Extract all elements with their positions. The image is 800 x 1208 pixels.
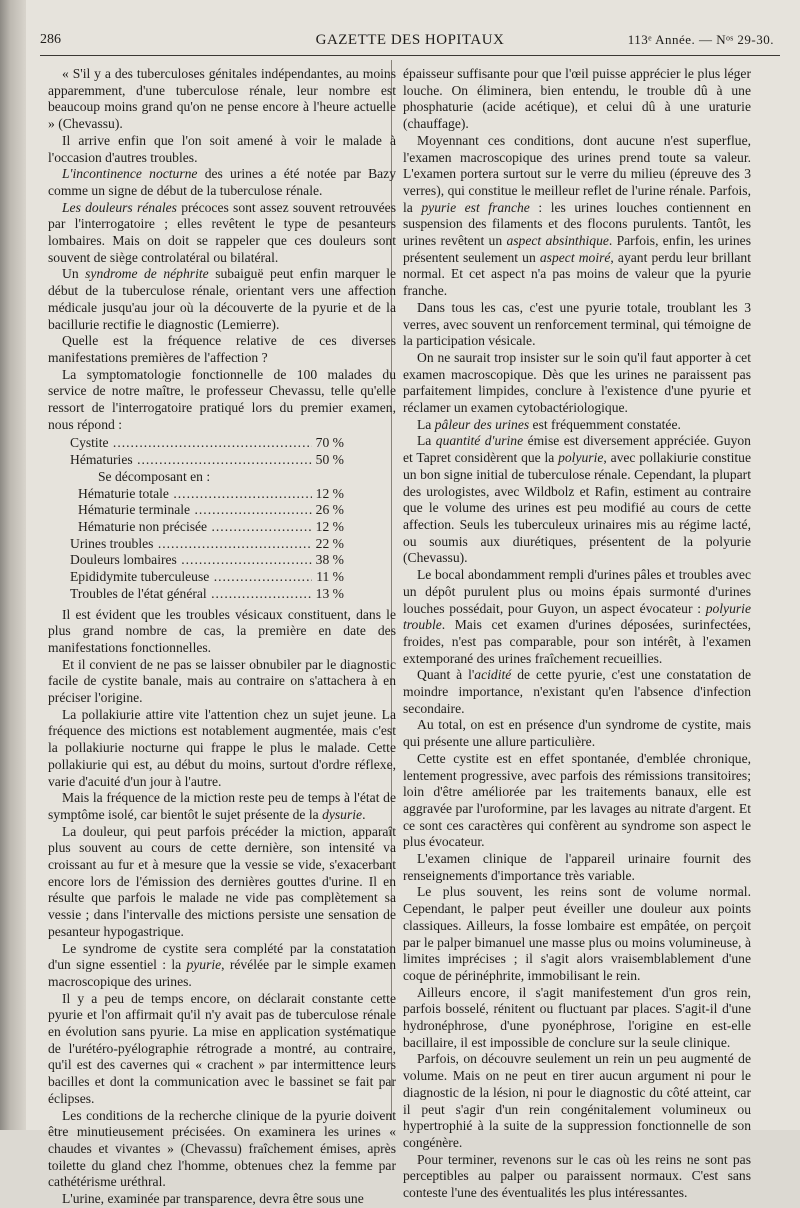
paragraph: Dans tous les cas, c'est une pyurie totale, troublant les 3 verres, avec souvent un renforcement terminal, qui témoigne de la participation vésicale. bbox=[403, 299, 751, 349]
paragraph: Pour terminer, revenons sur le cas où les reins ne sont pas perceptibles au palper ou paraissent normaux. C'est sans conteste l'une des éventualités les plus intéressantes. bbox=[403, 1151, 751, 1201]
page-binding-edge bbox=[0, 0, 26, 1130]
paragraph: épaisseur suffisante pour que l'œil puisse apprécier le plus léger louche. On éliminera, bien entendu, le trouble dû à une phosphaturie (acide acétique), et celui dû à une uraturie (chauffage). bbox=[403, 66, 751, 132]
paragraph: Parfois, on découvre seulement un rein un peu augmenté de volume. Mais on ne peut en tirer aucun argument ni pour le diagnostic de la lésion, ni pour le diagnostic du côté atteint, car il peut s'agir d'un rein congénitalement volumineux ou hypertrophié à la suite de la suppression fonctionnelle de son congénère. bbox=[403, 1051, 751, 1150]
emphasis: L'incontinence nocturne bbox=[62, 166, 198, 182]
emphasis: polyurie bbox=[558, 450, 604, 466]
page-header bbox=[40, 24, 780, 54]
emphasis: quantité d'urine bbox=[435, 433, 524, 449]
paragraph: Le syndrome de cystite sera complété par la constatation d'un signe essentiel : la pyurie, révélée par le simple examen macroscopique des urines. bbox=[48, 940, 396, 989]
header-rule bbox=[40, 55, 780, 56]
emphasis: polyurie trouble bbox=[403, 600, 751, 633]
emphasis: syndrome de néphrite bbox=[85, 266, 209, 282]
stat-row: Douleurs lombaires ..... 38 % bbox=[48, 552, 344, 569]
paragraph: La quantité d'urine émise est diversement appréciée. Guyon et Tapret considèrent que la polyurie, avec pollakiurie constitue un bon signe initial de tuberculose rénale. Cependant, la plupart des urologistes, avec Wildbolz et Rafin, estiment au contraire que le volume des urines est peu modifié au cours de cette affection. Seuls les tuberculeux urinaires mis au régime lacté, ou soumis aux diurétiques, présentent de la polyurie (Chevassu). bbox=[403, 433, 751, 566]
paragraph: L'incontinence nocturne des urines a été notée par Bazy comme un signe de début de la tuberculose rénale. bbox=[48, 166, 396, 198]
paragraph: Un syndrome de néphrite subaiguë peut enfin marquer le début de la tuberculose rénale, orientant vers une affection médicale jusqu'au jour où la découverte de la pyurie et de la bacillurie rectifie le diagnostic (Lemierre). bbox=[48, 266, 397, 332]
issue-info: 113ᵉ Année. — Nᵒˢ 29-30. bbox=[627, 32, 774, 47]
stat-row: Hématurie non précisée ..... 12 % bbox=[48, 519, 344, 536]
emphasis: aspect moiré bbox=[539, 249, 611, 265]
symptom-statistics bbox=[48, 435, 396, 602]
left-column bbox=[48, 66, 396, 1208]
paragraph: Et il convient de ne pas se laisser obnubiler par le diagnostic facile de cystite banale, mais au contraire on s'attachera à en préciser l'origine. bbox=[48, 656, 396, 706]
page-number: 286 bbox=[40, 32, 61, 47]
journal-title: GAZETTE DES HOPITAUX bbox=[315, 32, 505, 48]
emphasis: dysurie bbox=[322, 806, 363, 822]
paragraph: La symptomatologie fonctionnelle de 100 malades du service de notre maître, le professeur Chevassu, telle qu'elle ressort de l'interrogatoire pratiqué lors du premier examen, nous répond : bbox=[48, 366, 396, 432]
paragraph: Moyennant ces conditions, dont aucune n'est superflue, l'examen macroscopique des urines prend toute sa valeur. L'examen portera surtout sur le verre du milieu (épreuve des 3 verres), qui constitue le meilleur reflet de l'urine rénale. Parfois, la pyurie est franche : les urines louches contiennent en suspension des filaments et des flocons purulents. Tantôt, les urines revêtent un aspect absinthique. Parfois, enfin, les urines présentent seulement un aspect moiré, ayant perdu leur brillant normal. Et cet aspect n'a pas moins de valeur que la pyurie franche. bbox=[403, 132, 752, 299]
paragraph: Les conditions de la recherche clinique de la pyurie doivent être minutieusement précisées. On examinera les urines « chaudes et vivantes » (Chevassu) fraîchement émises, après toilette du gland chez l'homme, obtenues chez la femme par cathétérisme uréthral. bbox=[48, 1107, 396, 1190]
paragraph: Quant à l'acidité de cette pyurie, c'est une constatation de moindre importance, n'existant qu'en l'absence d'infection secondaire. bbox=[403, 667, 751, 716]
paragraph: La pollakiurie attire vite l'attention chez un sujet jeune. La fréquence des mictions est notablement augmentée, mais c'est la pollakiurie nocturne qui frappe le plus le malade. Cette pollakiurie qui est, au début du moins, surtout d'ordre réflexe, varie d'acuité d'un jour à l'autre. bbox=[48, 706, 396, 789]
paragraph: Il y a peu de temps encore, on déclarait constante cette pyurie et l'on affirmait qu'il n'y avait pas de tuberculose rénale en évolution sans pyurie. La mise en application systématique de l'urétéro-pyélographie rétrograde a montré, au contraire, qu'il est des cavernes qui « crachent » par intermittence leurs bacilles et dont la communication avec le bassinet se fait par éclipses. bbox=[48, 990, 396, 1106]
stat-subheading: Se décomposant en : bbox=[98, 468, 211, 484]
emphasis: aspect absinthique bbox=[506, 233, 609, 249]
emphasis: pyurie est franche bbox=[421, 199, 530, 215]
paragraph: L'urine, examinée par transparence, devra être sous une bbox=[62, 1191, 364, 1207]
emphasis: pâleur des urines bbox=[434, 416, 530, 432]
emphasis: Les douleurs rénales bbox=[62, 199, 177, 215]
stat-row: Urines troubles ..... 22 % bbox=[48, 536, 344, 553]
paragraph: « S'il y a des tuberculoses génitales indépendantes, au moins apparemment, d'une tuberculose rénale, leur nombre est beaucoup moins grand qu'on ne pense encore à l'heure actuelle » (Chevassu). bbox=[48, 66, 396, 132]
paragraph: Quelle est la fréquence relative de ces diverses manifestations premières de l'affection ? bbox=[48, 333, 396, 365]
paragraph: L'examen clinique de l'appareil urinaire fournit des renseignements d'importance très variable. bbox=[403, 851, 751, 883]
paragraph: Ailleurs encore, il s'agit manifestement d'un gros rein, parfois bosselé, rénitent ou fluctuant par places. S'agit-il d'une hydronéphrose, d'une pyonéphrose, l'origine en est-elle bacillaire, il est impossible de conclure sur la seule clinique. bbox=[403, 984, 751, 1050]
paragraph: Les douleurs rénales précoces sont assez souvent retrouvées par l'interrogatoire ; elles revêtent le type de pesanteurs lombaires. Mais on doit se rappeler que ces douleurs sont souvent de siège controlatéral ou bilatéral. bbox=[48, 199, 397, 265]
emphasis: acidité bbox=[474, 667, 512, 683]
paragraph: Mais la fréquence de la miction reste peu de temps à l'état de symptôme isolé, car bientôt le sujet présente de la dysurie. bbox=[48, 790, 396, 822]
stat-row: Hématurie terminale ..... 26 % bbox=[48, 502, 344, 519]
stat-row: Hématuries ..... 50 % bbox=[48, 452, 344, 469]
paragraph: Le plus souvent, les reins sont de volume normal. Cependant, le palper peut éveiller une douleur aux points classiques. Ailleurs, la fosse lombaire est empâtée, on perçoit par le palper bimanuel une masse plus ou moins volumineuse, à limites imprécises ; il s'agit alors vraisemblablement d'une coque de périnéphrite, immobilisant le rein. bbox=[403, 884, 751, 983]
paragraph: Cette cystite est en effet spontanée, d'emblée chronique, lentement progressive, avec parfois des rémissions transitoires; loin d'être améliorée par les traitements banaux, elle est aggravée par l'uroformine, par les lavages au nitrate d'argent. Et ce sont ces caractères qui confèrent au syndrome son aspect le plus évocateur. bbox=[403, 750, 751, 850]
stat-row: Hématurie totale ..... 12 % bbox=[48, 486, 344, 503]
stat-row: Cystite ..... 70 % bbox=[48, 435, 344, 452]
right-column bbox=[403, 66, 751, 1202]
paragraph: La pâleur des urines est fréquemment constatée. bbox=[417, 416, 681, 432]
paragraph: Au total, on est en présence d'un syndrome de cystite, mais qui présente une allure particulière. bbox=[403, 717, 751, 750]
emphasis: pyurie bbox=[186, 957, 222, 973]
paragraph: La douleur, qui peut parfois précéder la miction, apparaît plus souvent au cours de cette dernière, son intensité va croissant au fur et à mesure que la vessie se vide, s'exacerbant encore lors de l'émission des dernières gouttes d'urine. Il en résulte que parfois le malade ne vide pas complètement sa vessie ; dans l'intervalle des mictions persiste une sensation de pesanteur hypogastrique. bbox=[48, 823, 396, 939]
paragraph: Il arrive enfin que l'on soit amené à voir le malade à l'occasion d'autres troubles. bbox=[48, 132, 396, 165]
paragraph: Il est évident que les troubles vésicaux constituent, dans le plus grand nombre de cas, la première en date des manifestations fonctionnelles. bbox=[48, 606, 396, 655]
stat-row: Troubles de l'état général ..... 13 % bbox=[48, 586, 344, 603]
paragraph: Le bocal abondamment rempli d'urines pâles et troubles avec un dépôt purulent plus ou moins épais surmonté d'urines louches possédait, pour Guyon, un aspect évocateur : polyurie trouble. Mais cet examen d'urines déposées, surinfectées, froides, n'est pas comparable, pour son intérêt, à l'examen extemporané des urines fraîchement recueillies. bbox=[403, 567, 751, 666]
paragraph: On ne saurait trop insister sur le soin qu'il faut apporter à cet examen macroscopique. Dès que les urines ne paraissent pas parfaitement limpides, conclure à l'existence d'une pyurie et réclamer un examen cytobactériologique. bbox=[403, 349, 751, 416]
stat-row: Epididymite tuberculeuse ..... 11 % bbox=[48, 569, 344, 586]
